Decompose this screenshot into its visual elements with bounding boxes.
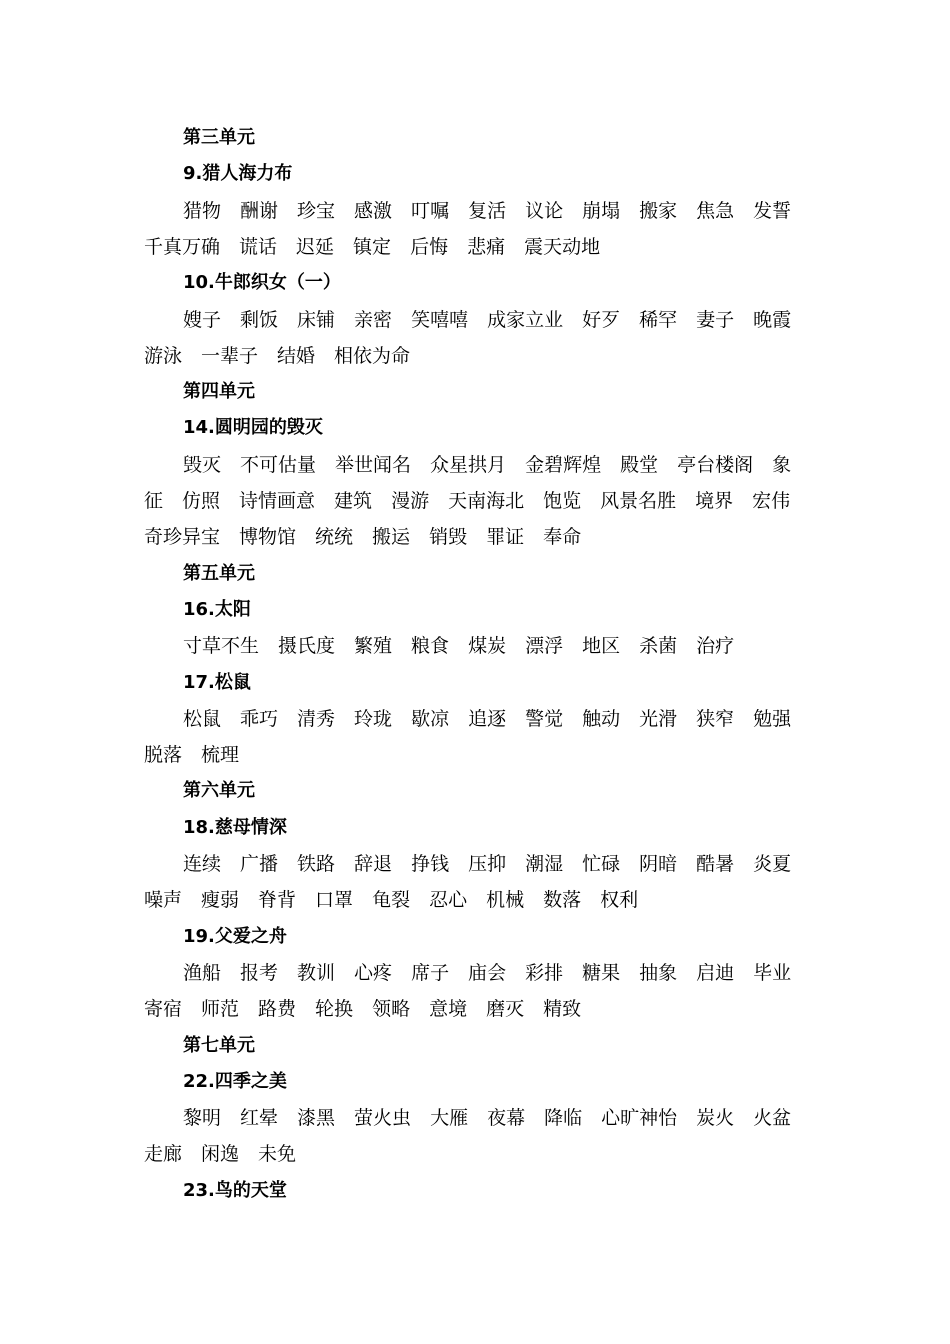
vocabulary-word: 猎物 [183, 199, 222, 222]
vocabulary-line [183, 961, 791, 985]
vocabulary-word: 焦急 [696, 199, 735, 222]
vocabulary-word: 梳理 [201, 744, 240, 767]
vocabulary-word: 噪声 [144, 889, 183, 912]
vocabulary-line [183, 1106, 791, 1130]
vocabulary-word: 悲痛 [467, 235, 506, 258]
section-heading: 10.牛郎织女（一） [183, 272, 341, 294]
vocabulary-word: 酬谢 [240, 199, 279, 222]
vocabulary-word: 数落 [543, 889, 582, 912]
vocabulary-word: 剩饭 [240, 308, 279, 331]
vocabulary-word: 未免 [258, 1143, 297, 1166]
vocabulary-word: 震天动地 [524, 235, 601, 258]
vocabulary-word: 广播 [240, 853, 279, 875]
vocabulary-word: 金碧辉煌 [525, 453, 602, 476]
vocabulary-word: 好歹 [582, 308, 621, 331]
vocabulary-word: 晚霞 [753, 308, 792, 331]
vocabulary-word: 统统 [315, 526, 354, 549]
vocabulary-word: 镇定 [353, 235, 392, 258]
vocabulary-word: 床铺 [297, 308, 336, 331]
vocabulary-word: 谎话 [239, 235, 278, 258]
vocabulary-word: 狭窄 [696, 707, 735, 730]
vocabulary-word: 地区 [582, 635, 621, 658]
vocabulary-word: 龟裂 [372, 889, 411, 912]
vocabulary-line [183, 199, 791, 223]
vocabulary-word: 境界 [695, 490, 734, 512]
vocabulary-word: 天南海北 [448, 490, 525, 512]
vocabulary-line [144, 997, 581, 1021]
vocabulary-word: 报考 [240, 961, 279, 984]
vocabulary-word: 领略 [372, 998, 411, 1021]
vocabulary-word: 炭火 [696, 1107, 735, 1130]
vocabulary-word: 成家立业 [487, 308, 564, 331]
vocabulary-word: 乖巧 [240, 707, 279, 730]
section-heading: 22.四季之美 [183, 1070, 287, 1092]
vocabulary-word: 触动 [582, 707, 621, 730]
vocabulary-word: 精致 [543, 998, 582, 1021]
vocabulary-word: 漫游 [391, 490, 430, 512]
section-heading: 第七单元 [183, 1034, 255, 1056]
vocabulary-word: 漂浮 [525, 635, 564, 658]
vocabulary-word: 搬家 [639, 199, 678, 222]
vocabulary-word: 结婚 [277, 344, 316, 367]
section-heading: 16.太阳 [183, 598, 251, 620]
vocabulary-word: 红晕 [240, 1107, 279, 1130]
vocabulary-word: 奉命 [543, 526, 582, 549]
vocabulary-word: 脊背 [258, 889, 297, 912]
vocabulary-word: 游泳 [144, 344, 183, 367]
vocabulary-word: 警觉 [525, 707, 564, 730]
vocabulary-word: 教训 [297, 961, 336, 984]
vocabulary-line [183, 634, 734, 658]
vocabulary-word: 叮嘱 [411, 199, 450, 222]
vocabulary-word: 忙碌 [582, 853, 621, 875]
vocabulary-word: 轮换 [315, 998, 354, 1021]
section-heading: 19.父爱之舟 [183, 925, 287, 947]
vocabulary-word: 潮湿 [525, 853, 564, 875]
vocabulary-word: 寄宿 [144, 998, 183, 1021]
vocabulary-line [183, 308, 791, 332]
vocabulary-word: 笑嘻嘻 [411, 308, 469, 331]
vocabulary-word: 黎明 [183, 1107, 222, 1130]
vocabulary-word: 粮食 [411, 635, 450, 658]
section-heading: 第四单元 [183, 381, 255, 403]
vocabulary-word: 糖果 [582, 961, 621, 984]
vocabulary-word: 后悔 [410, 235, 449, 258]
vocabulary-word: 勉强 [753, 707, 792, 730]
vocabulary-word: 彩排 [525, 961, 564, 984]
vocabulary-word: 心疼 [354, 961, 393, 984]
vocabulary-word: 路费 [258, 998, 297, 1021]
vocabulary-word: 亭台楼阁 [677, 453, 754, 476]
vocabulary-line [144, 235, 600, 259]
vocabulary-word: 毁灭 [183, 453, 222, 476]
vocabulary-word: 饱览 [543, 490, 582, 512]
vocabulary-word: 举世闻名 [335, 453, 412, 476]
vocabulary-word: 复活 [468, 199, 507, 222]
vocabulary-word: 师范 [201, 998, 240, 1021]
vocabulary-word: 象 [772, 453, 792, 476]
vocabulary-line [183, 707, 791, 731]
vocabulary-word: 不可估量 [240, 453, 317, 476]
vocabulary-word: 博物馆 [239, 526, 297, 549]
vocabulary-word: 亲密 [354, 308, 393, 331]
vocabulary-word: 追逐 [468, 707, 507, 730]
vocabulary-word: 玲珑 [354, 707, 393, 730]
section-heading: 17.松鼠 [183, 671, 251, 693]
vocabulary-word: 启迪 [696, 961, 735, 984]
vocabulary-word: 感激 [354, 199, 393, 222]
vocabulary-word: 席子 [411, 961, 450, 984]
vocabulary-word: 酷暑 [696, 853, 735, 875]
vocabulary-word: 挣钱 [411, 853, 450, 875]
vocabulary-word: 走廊 [144, 1143, 183, 1166]
vocabulary-word: 繁殖 [354, 635, 393, 658]
vocabulary-word: 罪证 [486, 526, 525, 549]
vocabulary-word: 意境 [429, 998, 468, 1021]
vocabulary-word: 相依为命 [334, 344, 411, 367]
section-heading: 第三单元 [183, 127, 255, 148]
vocabulary-word: 众星拱月 [430, 453, 507, 476]
vocabulary-word: 迟延 [296, 235, 335, 258]
vocabulary-word: 寸草不生 [183, 635, 260, 658]
vocabulary-word: 渔船 [183, 961, 222, 984]
vocabulary-word: 清秀 [297, 707, 336, 730]
vocabulary-word: 歇凉 [411, 707, 450, 730]
vocabulary-line [144, 344, 410, 368]
section-heading: 23.鸟的天堂 [183, 1179, 287, 1201]
vocabulary-word: 机械 [486, 889, 525, 912]
vocabulary-word: 稀罕 [639, 308, 678, 331]
vocabulary-word: 殿堂 [620, 453, 659, 476]
vocabulary-word: 阴暗 [639, 853, 678, 875]
vocabulary-word: 珍宝 [297, 199, 336, 222]
vocabulary-word: 压抑 [468, 853, 507, 875]
vocabulary-line [144, 1142, 296, 1166]
vocabulary-line [183, 852, 791, 876]
vocabulary-word: 治疗 [696, 635, 735, 658]
vocabulary-word: 权利 [600, 889, 639, 912]
vocabulary-word: 庙会 [468, 961, 507, 984]
vocabulary-word: 崩塌 [582, 199, 621, 222]
vocabulary-word: 夜幕 [487, 1107, 526, 1130]
vocabulary-word: 建筑 [334, 490, 373, 512]
vocabulary-word: 搬运 [372, 526, 411, 549]
vocabulary-word: 千真万确 [144, 235, 221, 258]
vocabulary-word: 奇珍异宝 [144, 526, 221, 549]
vocabulary-word: 心旷神怡 [601, 1107, 678, 1130]
vocabulary-word: 萤火虫 [354, 1107, 412, 1130]
vocabulary-word: 毕业 [753, 961, 792, 984]
vocabulary-word: 铁路 [297, 853, 336, 875]
section-heading: 第五单元 [183, 562, 255, 584]
section-heading: 9.猎人海力布 [183, 163, 293, 185]
vocabulary-word: 杀菌 [639, 635, 678, 658]
section-heading: 第六单元 [183, 780, 255, 802]
vocabulary-word: 大雁 [430, 1107, 469, 1130]
vocabulary-word: 脱落 [144, 744, 183, 767]
vocabulary-word: 抽象 [639, 961, 678, 984]
vocabulary-word: 光滑 [639, 707, 678, 730]
vocabulary-word: 煤炭 [468, 635, 507, 658]
vocabulary-word: 火盆 [753, 1107, 792, 1130]
vocabulary-word: 炎夏 [753, 853, 792, 875]
vocabulary-word: 嫂子 [183, 308, 222, 331]
vocabulary-word: 漆黑 [297, 1107, 336, 1130]
vocabulary-line [183, 453, 791, 477]
vocabulary-word: 磨灭 [486, 998, 525, 1021]
vocabulary-word: 仿照 [182, 490, 221, 512]
vocabulary-word: 议论 [525, 199, 564, 222]
vocabulary-word: 口罩 [315, 889, 354, 912]
vocabulary-word: 销毁 [429, 526, 468, 549]
vocabulary-line [144, 743, 239, 767]
vocabulary-word: 瘦弱 [201, 889, 240, 912]
vocabulary-word: 辞退 [354, 853, 393, 875]
vocabulary-line [144, 489, 790, 513]
vocabulary-line [144, 525, 581, 549]
vocabulary-word: 闲逸 [201, 1143, 240, 1166]
vocabulary-word: 征 [144, 490, 164, 512]
vocabulary-word: 风景名胜 [600, 490, 677, 512]
section-heading: 18.慈母情深 [183, 816, 287, 838]
vocabulary-word: 发誓 [753, 199, 792, 222]
vocabulary-line [144, 888, 638, 912]
vocabulary-word: 忍心 [429, 889, 468, 912]
vocabulary-word: 诗情画意 [239, 490, 316, 512]
vocabulary-word: 连续 [183, 853, 222, 875]
vocabulary-word: 妻子 [696, 308, 735, 331]
vocabulary-word: 松鼠 [183, 707, 222, 730]
vocabulary-word: 摄氏度 [278, 635, 336, 658]
section-heading: 14.圆明园的毁灭 [183, 417, 323, 439]
vocabulary-word: 宏伟 [752, 490, 791, 512]
vocabulary-word: 降临 [544, 1107, 583, 1130]
vocabulary-word: 一辈子 [201, 344, 259, 367]
